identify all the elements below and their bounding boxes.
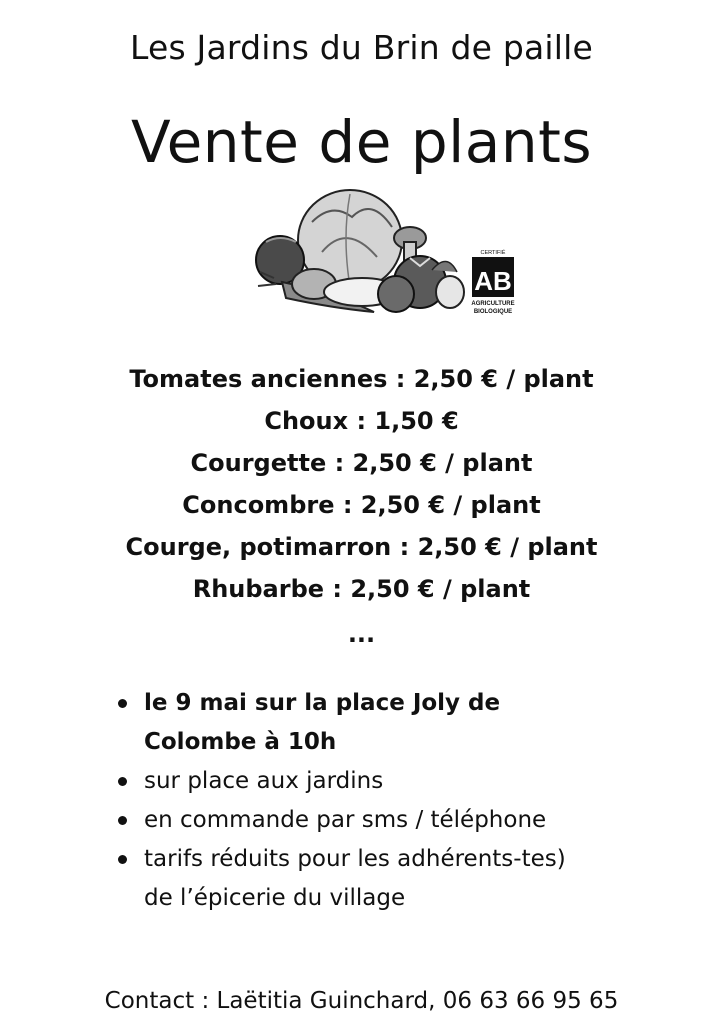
bullet-icon <box>118 777 127 786</box>
price-item-courgette: Courgette : 2,50 € / plant <box>190 449 533 477</box>
list-item-line: le 9 mai sur la place Joly de <box>144 690 501 716</box>
list-item-line: sur place aux jardins <box>144 768 384 794</box>
price-item-choux: Choux : 1,50 € <box>264 407 459 435</box>
info-list <box>116 684 636 918</box>
list-item <box>116 684 636 762</box>
list-item <box>116 801 636 840</box>
bullet-icon <box>118 855 127 864</box>
list-item-line: Colombe à 10h <box>144 729 337 755</box>
page-title: Vente de plants <box>130 108 593 176</box>
list-item-line: de l’épicerie du village <box>144 885 406 911</box>
ab-certification-badge <box>470 246 516 316</box>
list-item-line: tarifs réduits pour les adhérents-tes) <box>144 846 566 872</box>
price-item-courge: Courge, potimarron : 2,50 € / plant <box>125 533 598 561</box>
vegetables-illustration <box>252 182 524 322</box>
ab-logo-icon: AB <box>474 266 512 296</box>
badge-line1: AGRICULTURE <box>471 301 515 307</box>
price-item-tomates: Tomates anciennes : 2,50 € / plant <box>129 365 594 393</box>
badge-line2: BIOLOGIQUE <box>473 309 513 315</box>
contact-line: Contact : Laëtitia Guinchard, 06 63 66 95 65 <box>104 988 619 1014</box>
list-item-line: en commande par sms / téléphone <box>144 807 547 833</box>
badge-certifie: CERTIFIÉ <box>480 250 506 256</box>
price-item-concombre: Concombre : 2,50 € / plant <box>182 491 541 519</box>
price-item-rhubarbe: Rhubarbe : 2,50 € / plant <box>192 575 531 603</box>
bullet-icon <box>118 699 127 708</box>
organization-name: Les Jardins du Brin de paille <box>129 28 594 67</box>
bullet-icon <box>118 816 127 825</box>
more-ellipsis: ... <box>347 620 376 648</box>
price-list <box>0 358 723 610</box>
list-item <box>116 762 636 801</box>
list-item <box>116 840 636 918</box>
